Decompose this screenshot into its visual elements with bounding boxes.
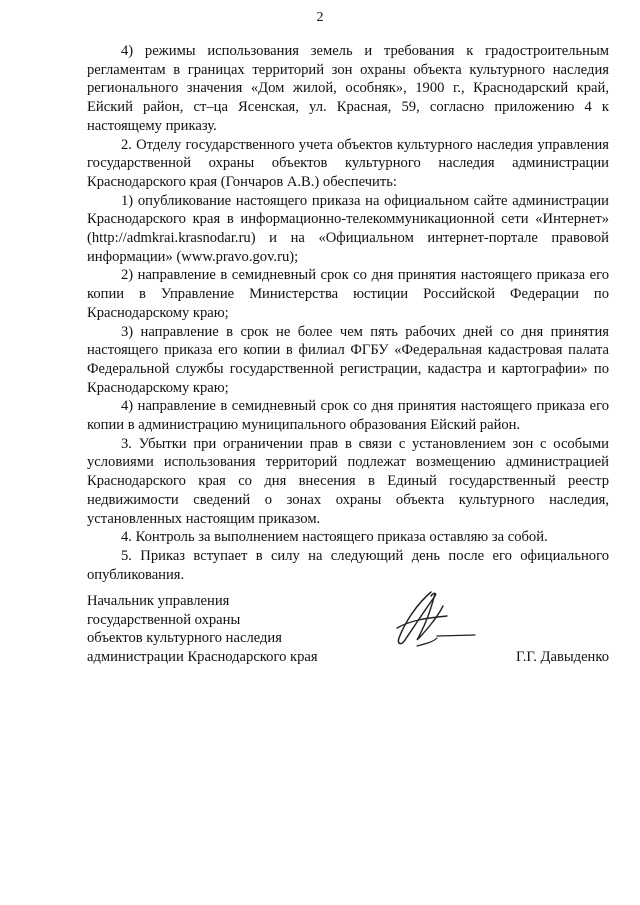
signer-title-line: Начальник управления: [87, 593, 230, 609]
signer-title-line: администрации Краснодарского края: [87, 649, 318, 666]
document-body: [87, 42, 609, 584]
paragraph-section-3: 3. Убытки при ограничении прав в связи с установлением зон с особыми условиями использования территорий подлежат возмещению администрацией Краснодарского края со дня внесения в Единый государственный реестр недвижимости сведений о зонах охраны объекта культурного наследия, установленных настоящим приказом.: [87, 435, 609, 527]
paragraph-section-4: 4. Контроль за выполнением настоящего приказа оставляю за собой.: [121, 529, 548, 546]
paragraph-item-4-zoning: 4) режимы использования земель и требования к градостроительным регламентам в границах территорий зон охраны объекта культурного наследия регионального значения «Дом жилой, особняк», 1900 г., Краснодарский край, Ейский район, ст–ца Ясенская, ул. Красная, 59, согласно приложению 4 к настоящему приказу.: [87, 43, 609, 134]
handwritten-signature: [387, 588, 477, 650]
paragraph-item-2-justice: 2) направление в семидневный срок со дня принятия настоящего приказа его копии в Управление Министерства юстиции Российской Федерации по Краснодарскому краю;: [87, 267, 609, 321]
signer-title: [87, 592, 318, 667]
page-number: 2: [316, 10, 324, 25]
paragraph-section-2: 2. Отделу государственного учета объектов культурного наследия управления государственной охраны объектов культурного наследия администрации Краснодарского края (Гончаров А.В.) обеспечить:: [87, 136, 609, 190]
paragraph-section-5: 5. Приказ вступает в силу на следующий день после его официального опубликования.: [87, 547, 609, 583]
signer-title-line: государственной охраны: [87, 611, 241, 628]
signature-block: [87, 592, 609, 672]
paragraph-item-1-publication: 1) опубликование настоящего приказа на официальном сайте администрации Краснодарского края в информационно-телекоммуникационной сети «Интернет» (http://admkrai.krasnodar.ru) и на «Официальном интернет-портале правовой информации» (www.pravo.gov.ru);: [87, 192, 609, 265]
paragraph-item-3-cadastre: 3) направление в срок не более чем пять рабочих дней со дня принятия настоящего приказа его копии в филиал ФГБУ «Федеральная кадастровая палата Федеральной службы государственной регистрации, кадастра и картографии» по Краснодарскому краю;: [87, 323, 609, 396]
signer-name: Г.Г. Давыденко: [515, 649, 609, 665]
signer-title-line: объектов культурного наследия: [87, 630, 282, 647]
paragraph-item-4-municipality: 4) направление в семидневный срок со дня принятия настоящего приказа его копии в администрацию муниципального образования Ейский район.: [87, 398, 609, 434]
